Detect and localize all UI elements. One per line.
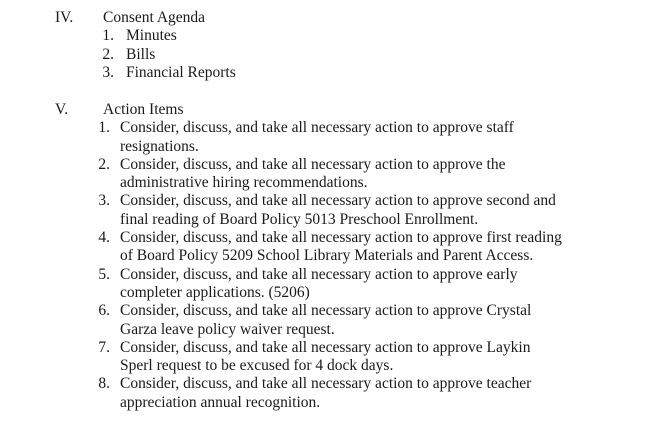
item-number: 7. [98, 338, 110, 356]
section-heading: Consent Agenda [103, 9, 206, 26]
item-text-line-1: Consider, discuss, and take all necessary action to approve Laykin [120, 338, 531, 356]
section-numeral: V. [55, 101, 69, 118]
list-item [0, 302, 646, 339]
list-item [0, 119, 646, 156]
list-item [0, 229, 646, 266]
item-text-line-1: Consider, discuss, and take all necessary action to approve second and [120, 192, 556, 210]
item-text-line-2: final reading of Board Policy 5013 Preschool Enrollment. [120, 210, 479, 228]
item-text: Bills [126, 45, 156, 63]
item-text-line-2: appreciation annual recognition. [120, 393, 321, 411]
item-text-line-2: completer applications. (5206) [120, 283, 310, 301]
list-item [0, 27, 646, 45]
item-text-line-1: Consider, discuss, and take all necessary action to approve early [120, 265, 518, 283]
item-text-line-2: Garza leave policy waiver request. [120, 320, 335, 338]
item-text-line-2: of Board Policy 5209 School Library Materials and Parent Access. [120, 247, 534, 265]
item-number: 1. [98, 119, 110, 137]
item-text: Financial Reports [126, 63, 236, 81]
item-text-line-1: Consider, discuss, and take all necessary action to approve teacher [120, 375, 532, 393]
item-number: 6. [98, 302, 110, 320]
section-numeral: IV. [55, 9, 74, 26]
list-item [0, 156, 646, 193]
item-text-line-2: administrative hiring recommendations. [120, 174, 368, 192]
list-item [0, 339, 646, 376]
item-number: 4. [98, 229, 110, 247]
action-items-list [0, 119, 646, 412]
item-number: 3. [98, 192, 110, 210]
item-text-line-2: Sperl request to be excused for 4 dock days. [120, 357, 394, 375]
list-item [0, 64, 646, 82]
item-number: 2. [98, 155, 110, 173]
item-number: 3. [102, 63, 114, 81]
item-text-line-1: Consider, discuss, and take all necessary action to approve the [120, 155, 506, 173]
item-text-line-1: Consider, discuss, and take all necessary action to approve Crystal [120, 302, 532, 320]
item-text: Minutes [126, 27, 177, 45]
list-item [0, 266, 646, 303]
item-number: 1. [102, 27, 114, 45]
item-text-line-1: Consider, discuss, and take all necessary action to approve first reading [120, 229, 562, 247]
item-number: 5. [98, 265, 110, 283]
item-text-line-1: Consider, discuss, and take all necessary action to approve staff [120, 119, 514, 137]
consent-agenda-list [0, 27, 646, 82]
item-text-line-2: resignations. [120, 137, 199, 155]
list-item [0, 46, 646, 64]
list-item [0, 375, 646, 412]
section-heading: Action Items [103, 101, 184, 118]
item-number: 2. [102, 45, 114, 63]
list-item [0, 192, 646, 229]
item-number: 8. [98, 375, 110, 393]
